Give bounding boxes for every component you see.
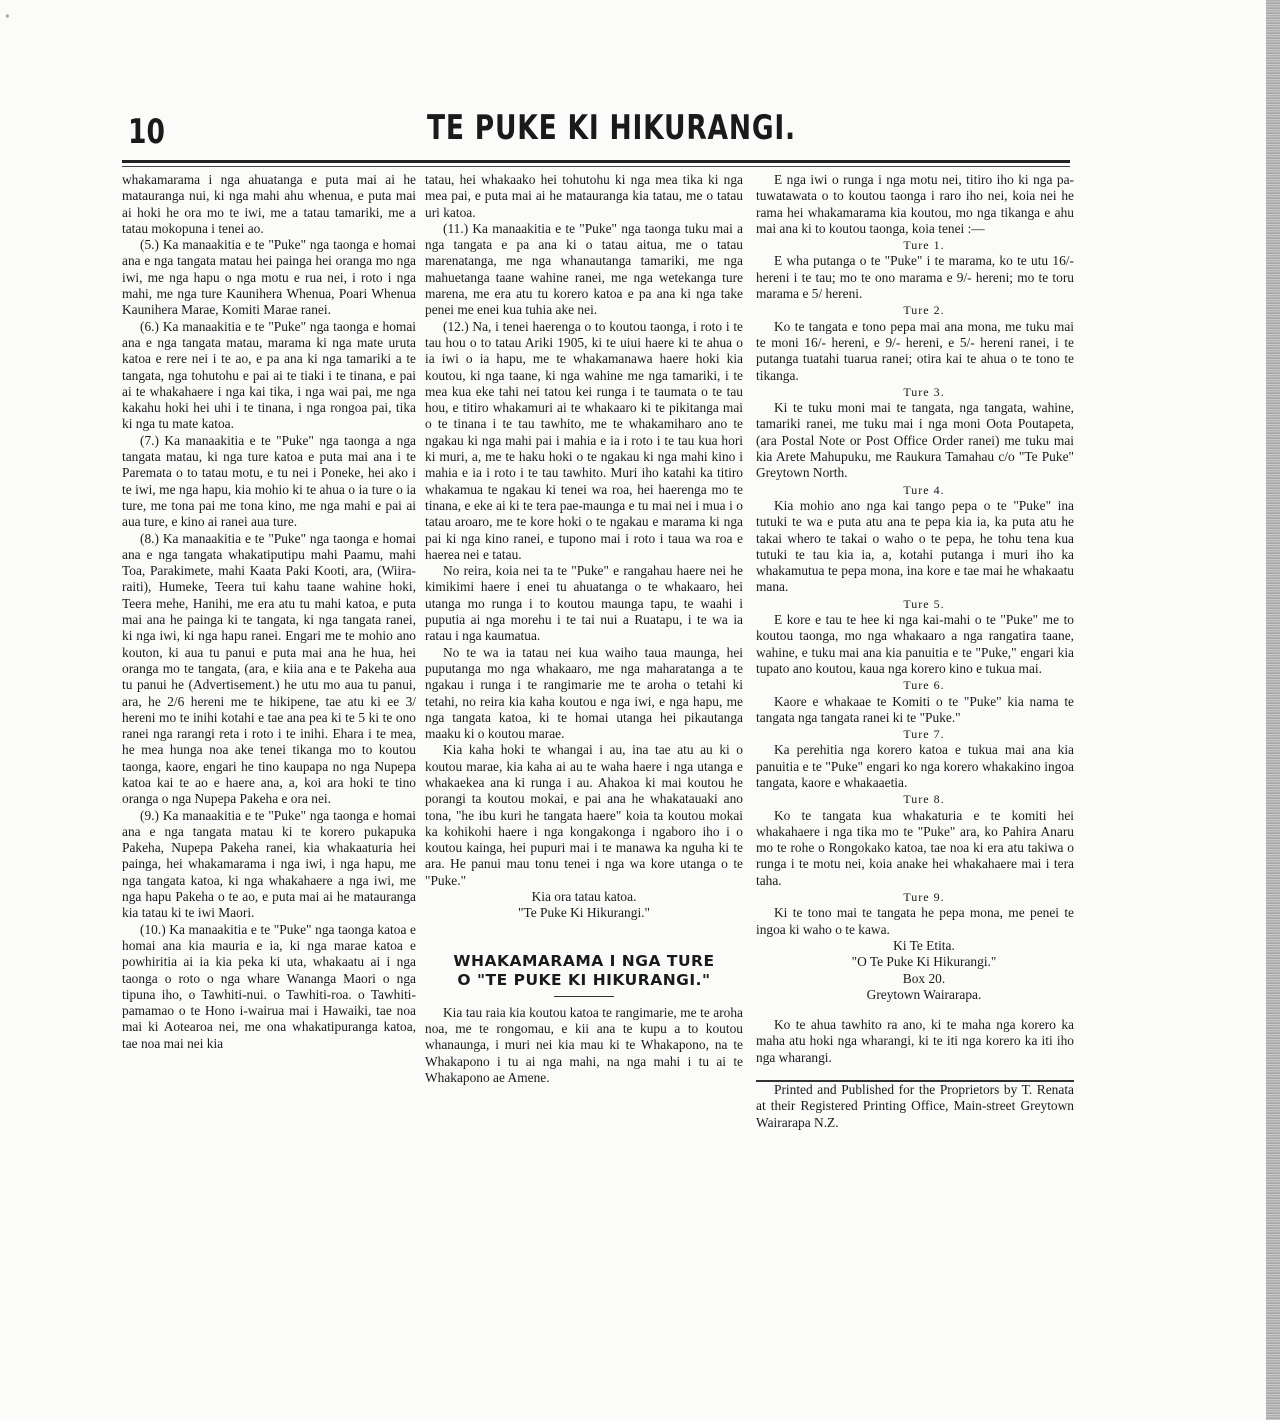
rule-text: Ko te tangata e tono pepa mai ana mona, me tuku mai te moni 16/- hereni, e 9/- hereni, e 5/- hereni ranei, i te putanga tuatahi tuarua ranei; otira kai te ahua o te tono te tikanga. xyxy=(756,318,1074,383)
rule-text: E wha putanga o te "Puke" i te marama, ko te utu 16/- hereni i te tau; mo te ono marama e 9/- hereni; mo te toru marama e 5/ hereni. xyxy=(756,253,1074,302)
paragraph: (11.) Ka manaakitia e te "Puke" nga taonga tuku mai a nga tangata e pa ana ki o tatau aitua, me o tatau marenatanga, me nga whanautanga tamariki, me nga mahuetanga taane wahine ranei, me nga wetekanga ture marena, me era atu tu korero katoa e pa ana ki nga take penei me enei kua tuhia ake nei. xyxy=(425,220,743,318)
rule-heading: Ture 4. xyxy=(903,482,945,497)
section-heading-line: O "TE PUKE KI HIKURANGI." xyxy=(457,970,711,989)
masthead-rule xyxy=(122,160,1070,163)
rule-text: Kaore e whakaae te Komiti o te "Puke" kia nama te tangata nga tangata ranei ki te "Puke." xyxy=(756,693,1074,725)
paragraph: Kia tau raia kia koutou katoa te rangimarie, me te aroha noa, me te rongomau, e kii ana te kupu a to koutou whanaunga, i muri nei kia mau ki te Whakapono, na te Whakapono i tu ai nga mahi, na nga mahi i tu ai te Whakapono ae Amene. xyxy=(425,1004,743,1085)
rule-text: E kore e tau te hee ki nga kai-mahi o te "Puke" me to koutou taonga, mo nga whakaaro a nga rangatira taane, wahine, e tuku mai ana kia panuitia e te "Puke," engari kia tupato ano koutou, kaua nga korero kino e tukua mai. xyxy=(756,612,1074,676)
paragraph: No te wa ia tatau nei kua waiho taua maunga, hei puputanga mo nga whakaaro, me nga maharatanga a te ngakau i runga i te rangimarie me te aroha o tetahi ki tetahi, no reira kia kaha koutou e nga iwi, e nga hapu, me nga tangata katoa, ki te homai utanga hei pikautanga maaku ki o koutou marae. xyxy=(425,644,743,742)
rule-heading: Ture 8. xyxy=(903,792,945,807)
signoff-line: Kia ora tatau katoa. xyxy=(531,889,637,905)
rule-heading: Ture 3. xyxy=(903,384,945,399)
paragraph: (6.) Ka manaakitia e te "Puke" nga taonga e homai ana e nga tangata matau, marama ki nga mate uruta katoa e rere nei i te ao, e pa ana ki nga tamariki a te tangata, nga tohutohu e pai ai te tiaki i te tinana, e pai ai te whakahaere i nga kai tika, i nga wai pai, me nga kakahu hoki hei uhi i te tinana, i nga rongoa pai, tika ki nga tu mate katoa. xyxy=(122,318,416,432)
paragraph: (9.) Ka manaakitia e te "Puke" nga taonga e homai ana e nga tangata matau ki te korero pukapuka Pakeha, Nupepa Pakeha ranei, kia whakaaturia hei painga, hei whakamarama i nga iwi, i nga hapu, me nga tangata katoa, ki nga whakahaere a nga iwi, me nga hapu Pakeha o te ao, e puta mai ai he matauranga kia tatau ki te iwi Maori. xyxy=(122,807,416,921)
closing-note: Ko te ahua tawhito ra ano, ki te maha nga korero ka maha atu hoki nga wharangi, ki te iti nga korero ka iti iho nga wharangi. xyxy=(756,1017,1074,1065)
address-line: Greytown Wairarapa. xyxy=(866,986,982,1002)
paragraph: whakamarama i nga ahuatanga e puta mai ai he matauranga nui, ki nga mahi ahu whenua, e puta mai ai hoki he ora mo te iwi, me a tatau tamariki, me a tatau mokopuna i tenei ao. xyxy=(122,172,416,236)
paragraph: No reira, koia nei ta te "Puke" e rangahau haere nei he kimikimi haere i enei tu ahuatanga o te whakaaro, hei utanga mo runga i to koutou maunga tapu, te waahi i puputia ai nga morehu i te tai nui a Ruatapu, i te wa ia ratau i nga kaumatua. xyxy=(425,563,743,644)
paragraph: (8.) Ka manaakitia e te "Puke" nga taonga e homai ana e nga tangata whakatiputipu mahi Paamu, mahi Toa, Parakimete, mahi Kaata Paki Kooti, ara, (Wiira-raiti), Humeke, Teera tui kahu taane wahine hoki, Teera mehe, Hanihi, me era atu tu mahi katoa, e puta mai ana he painga ki te tangata, ki nga tangata ranei, ki nga iwi, ki nga hapu ranei. Engari me te mohio ano kouton, ki aua tu panui e puta mai ana he hua, hei oranga mo te tangata, (ara, e kiia ana e te Pakeha aua tu panui he (Advertisement.) he utu mo aua tu panui, ara, he 2/6 hereni me te hikipene, tae atu ki ee 3/ hereni mo te inihi kotahi e tae ana pea ki te 5 ki te ono ranei nga rarangi reta i roto i te inihi. Ehara i te mea, he mea hunga noa ake tenei tikanga mo to koutou taonga, kaore, engari he tino kaupapa no nga Nupepa katoa kai te ao e haere ana, a, koi ara hoki te tino oranga o nga Nupepa Pakeha e ora nei. xyxy=(122,530,416,807)
signoff-line: "Te Puke Ki Hikurangi." xyxy=(518,905,650,921)
paragraph: E nga iwi o runga i nga motu nei, titiro iho ki nga pa-tuwatawata o to koutou taonga i raro iho nei, koia nei he rama hei whakamarama kia koutou, mo nga tikanga e ahu mai ana ki to koutou taonga, koia tenei :— xyxy=(756,172,1074,236)
paragraph: (5.) Ka manaakitia e te "Puke" nga taonga e homai ana e nga tangata matau hei painga hei oranga mo nga iwi, me nga hapu o nga motu e rua nei, i roto i nga mahi, me nga ture Kaunihera Whenua, Poari Whenua Kaunihera Marae, Komiti Marae ranei. xyxy=(122,237,416,318)
paragraph: (7.) Ka manaakitia e te "Puke" nga taonga a nga tangata matau, ki nga ture katoa e puta mai ana i te Paremata o to tatau motu, e tu nei i Poneke, hei ako i te iwi, me nga hapu, kia mohio ki te ahua o ia ture o ia ture, me tona pai me tona kino, me nga mahi e pai ai aua ture, e kino ai ranei aua ture. xyxy=(122,432,416,530)
column-3 xyxy=(756,172,1074,1131)
address-line: "O Te Puke Ki Hikurangi." xyxy=(851,954,997,970)
column-2 xyxy=(425,172,743,1086)
masthead-rule-thin xyxy=(122,166,1070,167)
rule-heading: Ture 7. xyxy=(903,727,945,742)
section-heading-line: WHAKAMARAMA I NGA TURE xyxy=(453,951,715,970)
scan-edge xyxy=(1266,0,1280,1420)
rule-heading: Ture 1. xyxy=(903,238,945,253)
page-number: 10 xyxy=(128,112,165,152)
scan-speck xyxy=(2,0,20,40)
paragraph: (10.) Ka manaakitia e te "Puke" nga taonga katoa e homai ana kia mauria e ia, ki nga marae katoa e powhiritia ai ia kia peka ki uta, whakaatu ai i nga taonga o roto o nga whare Wananga Maori o nga tipuna iho, o Tawhiti-nui. o Tawhiti-roa. o Tawhiti-pamamao o te Hono i-wairua mai i Hawaiki, tae noa mai ki Aotearoa nei, me ona whakatipuranga katoa, tae noa mai nei kia xyxy=(122,921,416,1051)
masthead xyxy=(120,102,1070,162)
divider xyxy=(554,996,614,997)
rule-text: Ko te tangata kua whakaturia e te komiti hei whakahaere i nga tika mo te "Puke" ara, ko Pahira Anaru mo te rohe o Rongokako katoa, tae noa ki era atu takiwa o runga i te motu nei, koia anake hei whakahaere mai i tera taha. xyxy=(756,807,1074,888)
paragraph: (12.) Na, i tenei haerenga o to koutou taonga, i roto i te tau hou o to tatau Ariki 1905, ki te uiui haere ki te ahua o ia iwi o ia hapu, me te whakamanawa haere hoki kia koutou, ki nga taane, ki nga wahine me nga tamariki, i te mea kua eke tahi nei tatou kei runga i te taumata o te tau hou, e titiro whakamuri ai te whakaaro ki te pikitanga mai o te tinana i te tau tawhito, me te whakamiharo ano te ngakau ki nga mahi pai i mahia e ia i roto i te tau kua hori ki muri, a, me te haku hoki o te ngakau ki nga mahi kino i mahia e ia i roto i te tau tawhito. Muri iho katahi ka titiro whakamua te ngakau ki tenei wa roa, hei haerenga mo te tinana, e eke ai ki te tera pae-maunga e tu mai nei i mua i o tatau aroaro, me te kore hoki o te ngakau e marama ki nga pai ki nga kino ranei, e tupono mai i roto i taua wa roa e haerea nei e tatau. xyxy=(425,318,743,562)
rule-text: Ki te tuku moni mai te tangata, nga tangata, wahine, tamariki ranei, me tuku mai i nga moni Oota Poutapeta, (ara Postal Note or Post Office Order ranei) me tuku mai kia Arete Mahupuku, me Raukura Tamahau c/o "Te Puke" Greytown North. xyxy=(756,400,1074,481)
paragraph: Kia kaha hoki te whangai i au, ina tae atu au ki o koutou marae, kia kaha ai au te waha haere i nga utanga e whakaekea ana ki runga i au. Ahakoa ki mai koutou he porangi ta koutou mokai, e pai ana he whakatauaki ano tona, "he ibu kuri he tangata haere" koia ta koutou mokai ka kohikohi haere i nga kongakonga i ngaboro iho i o koutou kainga, hei pupuri mai i te manawa ka nguha ki te ara. He panui mau tonu tenei i nga wa kore utanga o te "Puke." xyxy=(425,742,743,888)
imprint: Printed and Published for the Proprietors by T. Renata at their Registered Printing Office, Main-street Greytown Wairarapa N.Z. xyxy=(756,1082,1074,1130)
rule-heading: Ture 9. xyxy=(903,890,945,905)
paragraph: tatau, hei whakaako hei tohutohu ki nga mea tika ki nga mea pai, e puta mai ai he matauranga kia tatau, me o tatau uri katoa. xyxy=(425,172,743,220)
address-line: Box 20. xyxy=(902,970,946,986)
rule-heading: Ture 5. xyxy=(903,596,945,611)
rule-text: Ki te tono mai te tangata he pepa mona, me penei te ingoa ki waho o te kawa. xyxy=(756,905,1074,937)
address-line: Ki Te Etita. xyxy=(893,937,955,953)
rule-text: Kia mohio ano nga kai tango pepa o te "Puke" ina tutuki te wa e puta atu ana te pepa kia ia, ka puta atu he takai whero te takai o waho o te pepa, he tohu tena kua tutuki te tau kia ia, a, kotahi putanga i muri iho ka whakamutua te pepa mona, ina kore e tae mai he whakaatu mana. xyxy=(756,497,1074,595)
rule-heading: Ture 2. xyxy=(903,303,945,318)
rule-heading: Ture 6. xyxy=(903,678,945,693)
rule-text: Ka perehitia nga korero katoa e tukua mai ana kia panuitia e te "Puke" engari ko nga korero whakakino ingoa tangata, kaore e whakaaetia. xyxy=(756,742,1074,790)
newspaper-title: TE PUKE KI HIKURANGI. xyxy=(427,108,796,148)
column-1 xyxy=(122,172,416,1052)
section-heading xyxy=(425,952,743,990)
